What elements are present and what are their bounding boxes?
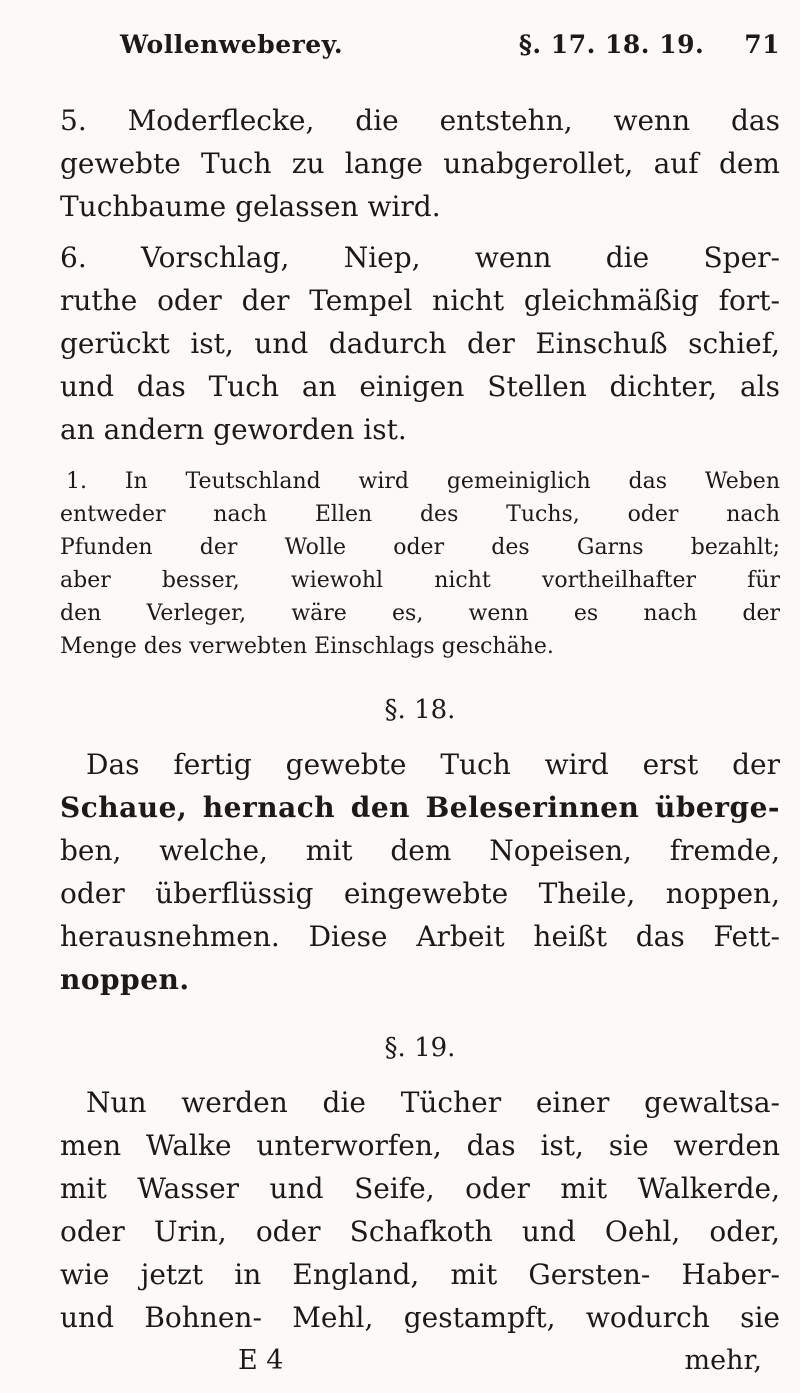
section-19-line: und Bohnen- Mehl, gestampft, wodurch sie [60, 1301, 780, 1334]
item-5-line: gewebte Tuch zu lange unabgerollet, auf dem [60, 147, 780, 180]
item-6-line: 6. Vorschlag, Niep, wenn die Sper- [60, 241, 780, 274]
footnote-line: den Verleger, wäre es, wenn es nach der [60, 601, 780, 626]
section-18-body [60, 743, 780, 1001]
signature-mark: E 4 [238, 1345, 284, 1376]
footnote-line: entweder nach Ellen des Tuchs, oder nach [60, 502, 780, 527]
item-5 [60, 99, 780, 228]
section-19-line: oder Urin, oder Schafkoth und Oehl, oder, [60, 1215, 780, 1248]
section-18-line: herausnehmen. Diese Arbeit heißt das Fett- [60, 920, 780, 953]
footnote-line: Menge des verwebten Einschlags geschähe. [60, 634, 554, 659]
item-6-line: gerückt ist, und dadurch der Einschuß schief, [60, 327, 780, 360]
section-18-line: noppen. [60, 963, 190, 996]
footnote-1 [60, 465, 780, 663]
section-19-line: Nun werden die Tücher einer gewaltsa- [86, 1086, 780, 1119]
section-19-body [60, 1081, 780, 1339]
page-number: 71 [744, 30, 780, 59]
section-19-heading: §. 19. [384, 1033, 456, 1063]
section-18-heading: §. 18. [384, 695, 456, 725]
footnote-line: Pfunden der Wolle oder des Garns bezahlt; [60, 535, 780, 560]
catchword: mehr, [684, 1345, 762, 1376]
item-5-line: Tuchbaume gelassen wird. [60, 190, 441, 223]
footnote-line: aber besser, wiewohl nicht vortheilhafter für [60, 568, 780, 593]
item-6-line: und das Tuch an einigen Stellen dichter, als [60, 370, 780, 403]
footnote-line: 1. In Teutschland wird gemeiniglich das Weben [66, 469, 780, 494]
item-6-line: ruthe oder der Tempel nicht gleichmäßig fort- [60, 284, 780, 317]
item-6-line: an andern geworden ist. [60, 413, 407, 446]
section-18-line: Das fertig gewebte Tuch wird erst der [86, 748, 780, 781]
running-title: Wollenweberey. [120, 30, 344, 59]
section-19-line: mit Wasser und Seife, oder mit Walkerde, [60, 1172, 780, 1205]
item-6 [60, 236, 780, 451]
section-18-line: oder überflüssig eingewebte Theile, noppen, [60, 877, 780, 910]
section-19-line: men Walke unterworfen, das ist, sie werden [60, 1129, 780, 1162]
page-footer [60, 1339, 780, 1382]
item-5-line: 5. Moderflecke, die entstehn, wenn das [60, 104, 780, 137]
section-range: §. 17. 18. 19. [518, 30, 705, 59]
section-19-line: wie jetzt in England, mit Gersten- Haber- [60, 1258, 780, 1291]
section-18-line: Schaue, hernach den Beleserinnen überge- [60, 791, 780, 824]
running-header [60, 30, 780, 59]
section-18-line: ben, welche, mit dem Nopeisen, fremde, [60, 834, 780, 867]
